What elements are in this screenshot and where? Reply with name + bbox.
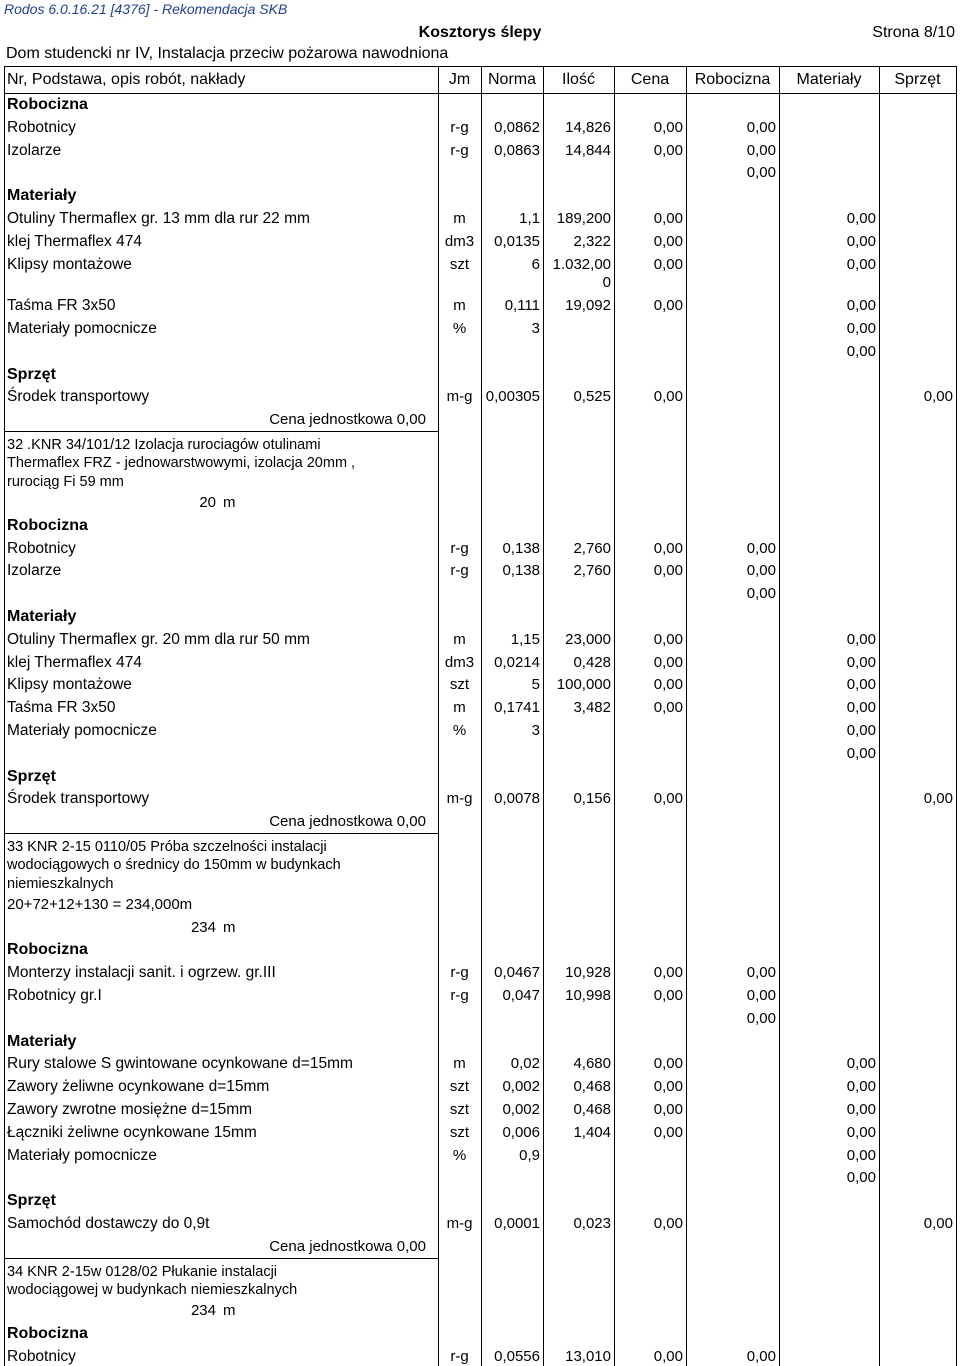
section-label-robocizna: Robocizna — [7, 1325, 88, 1342]
cell-ilosc: 0,156 — [573, 790, 611, 808]
item-name: Robotnicy — [7, 118, 76, 136]
cell-cena: 0,00 — [653, 1101, 683, 1118]
document-title: Kosztorys ślepy — [418, 24, 542, 41]
position-unit: m — [223, 493, 236, 511]
cell-robocizna: 0,00 — [746, 562, 776, 580]
cell-norma: 0,002 — [502, 1101, 540, 1118]
cell-sprzet: 0,00 — [923, 1215, 953, 1232]
column-rule — [481, 66, 482, 1366]
cell-jm: m — [453, 210, 466, 227]
section-label-robocizna: Robocizna — [7, 96, 88, 113]
cell-materialy: 0,00 — [846, 630, 876, 648]
item-name: Łączniki żeliwne ocynkowane 15mm — [7, 1123, 257, 1141]
column-header-ilosc: Ilość — [562, 71, 595, 88]
cell-norma: 0,0467 — [494, 964, 540, 982]
column-rule — [879, 66, 880, 1366]
column-header-sprzet: Sprzęt — [894, 71, 941, 88]
item-name: Rury stalowe S gwintowane ocynkowane d=15mm — [7, 1055, 353, 1073]
cell-cena: 0,00 — [653, 118, 683, 136]
cell-ilosc: 2,760 — [573, 539, 611, 557]
section-label-robocizna: Robocizna — [7, 941, 88, 959]
column-header-norma: Norma — [487, 71, 536, 88]
cell-ilosc: 14,826 — [565, 118, 611, 136]
position-description-line: Thermaflex FRZ - jednowarstwowymi, izolacja 20mm , — [7, 455, 356, 472]
cell-ilosc: 0,428 — [573, 653, 611, 671]
item-name: Robotnicy — [7, 539, 76, 557]
unit-price: Cena jednostkowa 0,00 — [269, 411, 426, 429]
position-description-line: 32 .KNR 34/101/12 Izolacja rurociagów otulinami — [7, 437, 321, 453]
page-number: Strona 8/10 — [872, 24, 955, 41]
section-label-sprzęt: Sprzęt — [7, 767, 56, 785]
cell-cena: 0,00 — [653, 255, 683, 273]
cell-ilosc: 2,760 — [573, 562, 611, 580]
cell-norma: 0,111 — [504, 297, 540, 315]
cell-cena: 0,00 — [653, 1347, 683, 1365]
cell-jm: r-g — [450, 987, 469, 1004]
position-separator — [4, 833, 438, 834]
cell-robocizna: 0,00 — [746, 141, 776, 159]
cell-ilosc: 1,404 — [573, 1123, 611, 1141]
cell-ilosc: 189,200 — [556, 210, 611, 227]
section-label-materiały: Materiały — [7, 1032, 77, 1050]
cell-materialy: 0,00 — [846, 342, 876, 360]
cell-jm: szt — [449, 676, 470, 694]
cell-cena: 0,00 — [653, 1055, 683, 1073]
cell-ilosc: 0,525 — [573, 388, 611, 406]
cell-ilosc: 13,010 — [565, 1347, 611, 1365]
item-name: Robotnicy — [7, 1347, 76, 1365]
cell-materialy: 0,00 — [846, 653, 876, 671]
section-label-robocizna: Robocizna — [7, 516, 88, 534]
position-separator — [4, 431, 438, 432]
cell-sprzet: 0,00 — [923, 790, 953, 808]
item-name: Klipsy montażowe — [7, 255, 132, 273]
position-unit: m — [223, 918, 236, 936]
cell-materialy: 0,00 — [846, 721, 876, 739]
item-name: Zawory zwrotne mosiężne d=15mm — [7, 1101, 253, 1118]
column-header-robocizna: Robocizna — [694, 71, 771, 88]
cell-jm: % — [452, 721, 467, 739]
position-quantity: 234 — [190, 918, 216, 936]
position-description-line: 34 KNR 2-15w 0128/02 Płukanie instalacji — [7, 1263, 278, 1280]
item-name: Materiały pomocnicze — [7, 320, 157, 337]
column-rule — [543, 66, 544, 1366]
cell-robocizna: 0,00 — [746, 539, 776, 557]
cell-materialy: 0,00 — [846, 297, 876, 315]
cell-cena: 0,00 — [653, 210, 683, 227]
cell-materialy: 0,00 — [846, 676, 876, 694]
item-name: Samochód dostawczy do 0,9t — [7, 1215, 210, 1232]
cell-materialy: 0,00 — [846, 1169, 876, 1187]
column-rule — [614, 66, 615, 1366]
cell-robocizna: 0,00 — [746, 164, 776, 182]
cell-materialy: 0,00 — [846, 744, 876, 762]
document-subtitle: Dom studencki nr IV, Instalacja przeciw pożarowa nawodniona — [6, 45, 449, 62]
cell-norma: 0,9 — [519, 1146, 540, 1164]
position-unit: m — [223, 1302, 236, 1320]
cell-ilosc: 3,482 — [573, 699, 611, 717]
cell-cena: 0,00 — [653, 232, 683, 250]
cell-robocizna: 0,00 — [746, 1009, 776, 1027]
column-rule — [438, 66, 439, 1366]
app-title: Rodos 6.0.16.21 [4376] - Rekomendacja SKB — [4, 1, 288, 17]
cell-jm: r-g — [450, 141, 469, 159]
cell-ilosc: 0,468 — [573, 1101, 611, 1118]
position-quantity: 234 — [190, 1302, 216, 1320]
cell-norma: 0,1741 — [494, 699, 540, 717]
cell-cena: 0,00 — [653, 964, 683, 982]
position-description-line: 33 KNR 2-15 0110/05 Próba szczelności instalacji — [7, 838, 327, 855]
cell-cena: 0,00 — [653, 1215, 683, 1232]
cell-cena: 0,00 — [653, 790, 683, 808]
cell-ilosc: 10,998 — [565, 987, 611, 1004]
item-name: Otuliny Thermaflex gr. 13 mm dla rur 22 mm — [7, 210, 310, 227]
item-name: Materiały pomocnicze — [7, 1146, 157, 1164]
section-label-sprzęt: Sprzęt — [7, 365, 56, 383]
item-name: Klipsy montażowe — [7, 676, 132, 694]
cell-materialy: 0,00 — [846, 1101, 876, 1118]
cell-robocizna: 0,00 — [746, 964, 776, 982]
item-name: Monterzy instalacji sanit. i ogrzew. gr.III — [7, 964, 276, 982]
cell-norma: 0,00305 — [485, 388, 540, 406]
cell-cena: 0,00 — [653, 562, 683, 580]
cell-ilosc: 1.032,00 — [552, 255, 611, 273]
cell-jm: r-g — [450, 539, 469, 557]
cell-robocizna: 0,00 — [746, 987, 776, 1004]
cell-robocizna: 0,00 — [746, 585, 776, 603]
item-name: Materiały pomocnicze — [7, 721, 157, 739]
cell-ilosc: 4,680 — [573, 1055, 611, 1073]
cell-jm: szt — [449, 1123, 470, 1141]
cell-ilosc: 0 — [602, 274, 611, 292]
section-label-materiały: Materiały — [7, 187, 77, 205]
cell-norma: 3 — [531, 721, 540, 739]
cell-norma: 0,138 — [502, 539, 540, 557]
position-separator — [4, 1258, 438, 1259]
cell-ilosc: 0,468 — [573, 1078, 611, 1096]
item-name: klej Thermaflex 474 — [7, 232, 142, 250]
cell-cena: 0,00 — [653, 539, 683, 557]
cell-norma: 0,002 — [502, 1078, 540, 1096]
header-top-rule — [4, 66, 956, 67]
cell-norma: 0,0556 — [494, 1347, 540, 1365]
position-description-line: niemieszkalnych — [7, 875, 114, 892]
cell-jm: % — [452, 320, 467, 337]
column-rule — [686, 66, 687, 1366]
table-right-rule — [956, 66, 957, 1366]
cell-norma: 0,0862 — [494, 118, 540, 136]
cell-materialy: 0,00 — [846, 1078, 876, 1096]
cell-jm: r-g — [450, 118, 469, 136]
cell-norma: 0,138 — [502, 562, 540, 580]
section-label-materiały: Materiały — [7, 607, 77, 625]
cell-norma: 0,0214 — [494, 653, 540, 671]
table-left-rule — [4, 66, 5, 1366]
position-description-line: wodociągowej w budynkach niemieszkalnych — [7, 1281, 298, 1298]
column-header-jm: Jm — [448, 71, 471, 88]
cell-norma: 0,0001 — [494, 1215, 540, 1232]
cell-norma: 0,0078 — [494, 790, 540, 808]
cell-ilosc: 19,092 — [565, 297, 611, 315]
item-name: Zawory żeliwne ocynkowane d=15mm — [7, 1078, 270, 1096]
item-name: Izolarze — [7, 141, 62, 159]
cell-norma: 5 — [531, 676, 540, 694]
cell-jm: m — [453, 630, 466, 648]
cell-cena: 0,00 — [653, 630, 683, 648]
cell-norma: 0,0135 — [494, 232, 540, 250]
item-name: Środek transportowy — [7, 790, 150, 808]
cell-materialy: 0,00 — [846, 210, 876, 227]
cell-jm: m-g — [446, 1215, 473, 1232]
cell-materialy: 0,00 — [846, 699, 876, 717]
cell-jm: m — [453, 699, 466, 717]
cell-norma: 1,1 — [519, 210, 540, 227]
cell-jm: dm3 — [444, 653, 475, 671]
cell-cena: 0,00 — [653, 141, 683, 159]
cell-jm: % — [452, 1146, 467, 1164]
cell-norma: 0,006 — [502, 1123, 540, 1141]
cell-ilosc: 10,928 — [565, 964, 611, 982]
column-header-materialy: Materiały — [796, 71, 862, 88]
cell-norma: 6 — [531, 255, 540, 273]
cell-jm: szt — [449, 1078, 470, 1096]
cell-cena: 0,00 — [653, 1123, 683, 1141]
column-rule — [779, 66, 780, 1366]
cell-cena: 0,00 — [653, 1078, 683, 1096]
position-description-line: rurociąg Fi 59 mm — [7, 473, 124, 490]
column-header-cena: Cena — [630, 71, 670, 88]
cell-cena: 0,00 — [653, 699, 683, 717]
cell-jm: dm3 — [444, 232, 475, 250]
cell-jm: m — [453, 1055, 466, 1073]
cell-jm: r-g — [450, 964, 469, 982]
cell-jm: r-g — [450, 1347, 469, 1365]
cell-ilosc: 0,023 — [573, 1215, 611, 1232]
cell-ilosc: 23,000 — [565, 630, 611, 648]
cell-norma: 0,0863 — [494, 141, 540, 159]
cell-jm: r-g — [450, 562, 469, 580]
item-name: Otuliny Thermaflex gr. 20 mm dla rur 50 mm — [7, 630, 310, 648]
cell-ilosc: 100,000 — [556, 676, 611, 694]
cell-cena: 0,00 — [653, 676, 683, 694]
item-name: klej Thermaflex 474 — [7, 653, 142, 671]
cell-materialy: 0,00 — [846, 255, 876, 273]
cell-ilosc: 14,844 — [565, 141, 611, 159]
unit-price: Cena jednostkowa 0,00 — [269, 813, 426, 831]
cell-materialy: 0,00 — [846, 1146, 876, 1164]
cell-jm: m-g — [446, 790, 473, 808]
cell-materialy: 0,00 — [846, 1055, 876, 1073]
column-header-description: Nr, Podstawa, opis robót, nakłady — [7, 71, 246, 88]
cell-jm: szt — [449, 1101, 470, 1118]
item-name: Izolarze — [7, 562, 62, 580]
section-label-sprzęt: Sprzęt — [7, 1192, 56, 1210]
cell-jm: szt — [449, 255, 470, 273]
cell-ilosc: 2,322 — [573, 232, 611, 250]
header-bottom-rule — [4, 93, 956, 94]
cell-cena: 0,00 — [653, 653, 683, 671]
cell-jm: m — [453, 297, 466, 315]
cell-materialy: 0,00 — [846, 232, 876, 250]
unit-price: Cena jednostkowa 0,00 — [269, 1237, 426, 1255]
cell-cena: 0,00 — [653, 297, 683, 315]
cell-norma: 3 — [531, 320, 540, 337]
cell-materialy: 0,00 — [846, 1123, 876, 1141]
cell-norma: 0,047 — [502, 987, 540, 1004]
cell-cena: 0,00 — [653, 388, 683, 406]
item-name: Środek transportowy — [7, 388, 150, 406]
position-quantity: 20 — [199, 493, 216, 511]
item-name: Taśma FR 3x50 — [7, 699, 116, 717]
item-name: Taśma FR 3x50 — [7, 297, 116, 315]
cell-cena: 0,00 — [653, 987, 683, 1004]
cell-jm: m-g — [446, 388, 473, 406]
cell-materialy: 0,00 — [846, 320, 876, 337]
cell-robocizna: 0,00 — [746, 1347, 776, 1365]
cell-sprzet: 0,00 — [923, 388, 953, 406]
cell-robocizna: 0,00 — [746, 118, 776, 136]
position-description-line: wodociągowych o średnicy do 150mm w budynkach — [7, 857, 341, 874]
cell-norma: 0,02 — [510, 1055, 540, 1073]
quantity-formula: 20+72+12+130 = 234,000m — [7, 895, 193, 913]
cell-norma: 1,15 — [510, 630, 540, 648]
item-name: Robotnicy gr.I — [7, 987, 102, 1004]
